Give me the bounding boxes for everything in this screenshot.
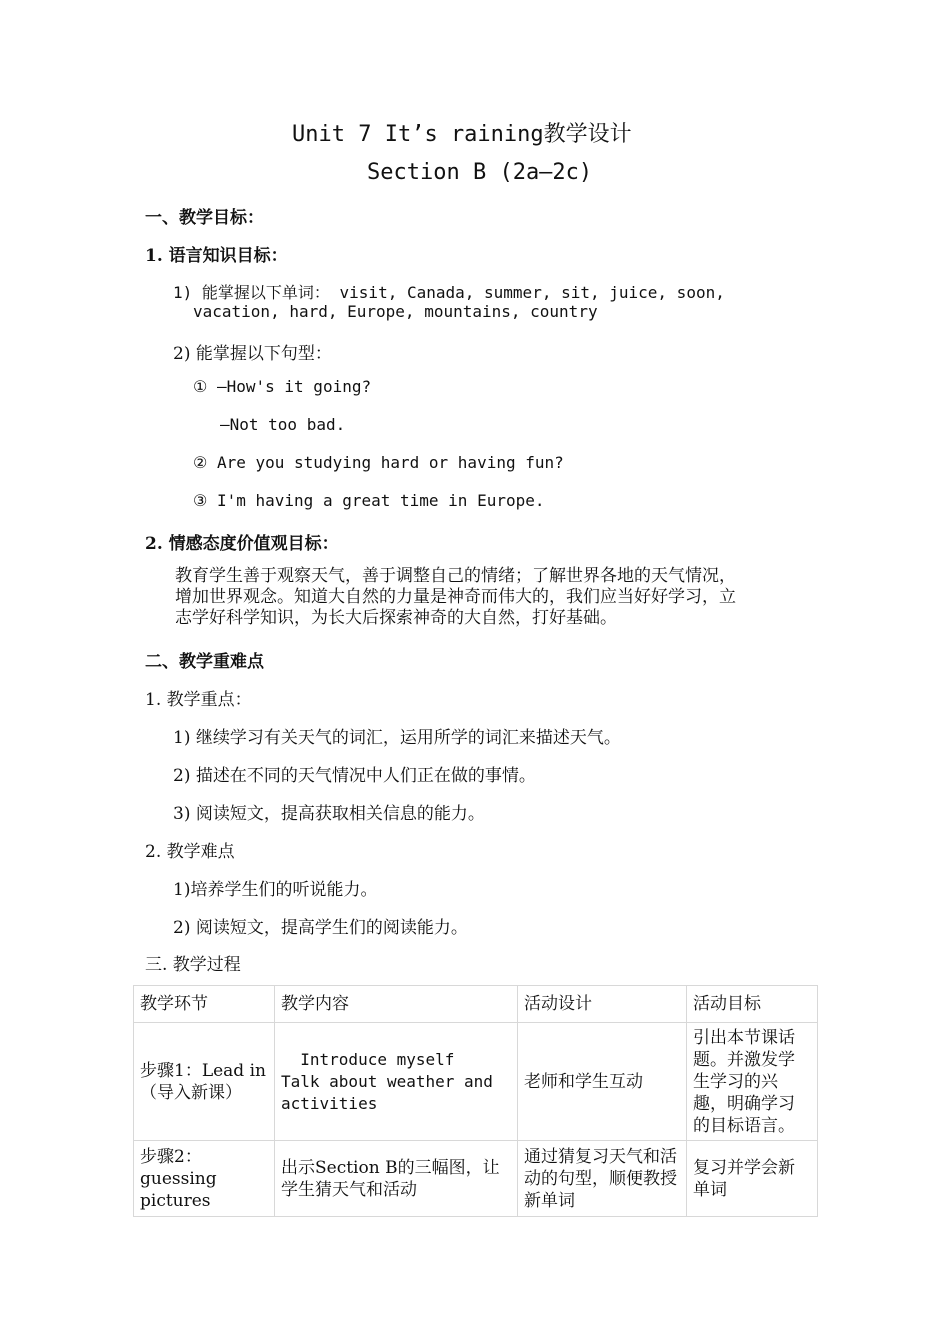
- section-3-heading: 三. 教学过程: [145, 955, 241, 975]
- step-cell: 步骤1：Lead in（导入新课）: [134, 1023, 275, 1141]
- difficulty-item-1: 1)培养学生们的听说能力。: [173, 880, 378, 900]
- difficulty-item-2: 2) 阅读短文，提高学生们的阅读能力。: [173, 918, 468, 938]
- pattern-1b: —Not too bad.: [220, 415, 346, 434]
- pattern-3: ③ I'm having a great time in Europe.: [193, 491, 545, 510]
- process-table: [133, 985, 818, 1217]
- step-cell: 步骤2：guessing pictures: [134, 1141, 275, 1217]
- document-title: Unit 7 It’s raining教学设计: [292, 122, 632, 147]
- goal-cell: 复习并学会新单词: [687, 1141, 818, 1217]
- vocab-line-2: vacation, hard, Europe, mountains, country: [193, 302, 598, 321]
- focus-item-1: 1) 继续学习有关天气的词汇，运用所学的词汇来描述天气。: [173, 728, 621, 748]
- header-cell: 教学内容: [275, 986, 518, 1023]
- focus-item-2: 2) 描述在不同的天气情况中人们正在做的事情。: [173, 766, 536, 786]
- goal-2-heading: 2. 情感态度价值观目标：: [145, 534, 339, 554]
- section-1-heading: 一、教学目标：: [145, 208, 264, 228]
- activity-cell: 老师和学生互动: [518, 1023, 687, 1141]
- pattern-2: ② Are you studying hard or having fun?: [193, 453, 564, 472]
- difficulty-label: 2. 教学难点: [145, 842, 235, 862]
- vocab-line-1: 1) 能掌握以下单词： visit, Canada, summer, sit, juice, soon,: [173, 283, 725, 302]
- table-row: [134, 1023, 818, 1141]
- goal-cell: 引出本节课话题。并激发学生学习的兴趣，明确学习的目标语言。: [687, 1023, 818, 1141]
- content-cell: [275, 1023, 518, 1141]
- header-cell: 活动目标: [687, 986, 818, 1023]
- header-cell: 活动设计: [518, 986, 687, 1023]
- patterns-label: 2) 能掌握以下句型：: [173, 344, 332, 364]
- pattern-1a: ① —How's it going?: [193, 377, 372, 396]
- header-cell: 教学环节: [134, 986, 275, 1023]
- content-line: Introduce myself: [281, 1049, 455, 1069]
- goal-2-line-3: 志学好科学知识，为长大后探索神奇的大自然，打好基础。: [175, 608, 617, 628]
- content-line: Talk about weather and activities: [281, 1071, 493, 1113]
- goal-2-paragraph: [175, 566, 815, 629]
- table-row: [134, 1141, 818, 1217]
- goal-2-line-1: 教育学生善于观察天气，善于调整自己的情绪；了解世界各地的天气情况，: [175, 566, 736, 586]
- focus-label: 1. 教学重点：: [145, 690, 252, 710]
- table-header-row: [134, 986, 818, 1023]
- section-2-heading: 二、教学重难点: [145, 652, 264, 672]
- content-cell: 出示Section B的三幅图，让学生猜天气和活动: [275, 1141, 518, 1217]
- focus-item-3: 3) 阅读短文，提高获取相关信息的能力。: [173, 804, 485, 824]
- goal-1-heading: 1. 语言知识目标：: [145, 246, 288, 266]
- goal-2-line-2: 增加世界观念。知道大自然的力量是神奇而伟大的，我们应当好好学习，立: [175, 587, 736, 607]
- document-subtitle: Section B (2a—2c): [367, 160, 593, 185]
- activity-cell: 通过猜复习天气和活动的句型，顺便教授新单词: [518, 1141, 687, 1217]
